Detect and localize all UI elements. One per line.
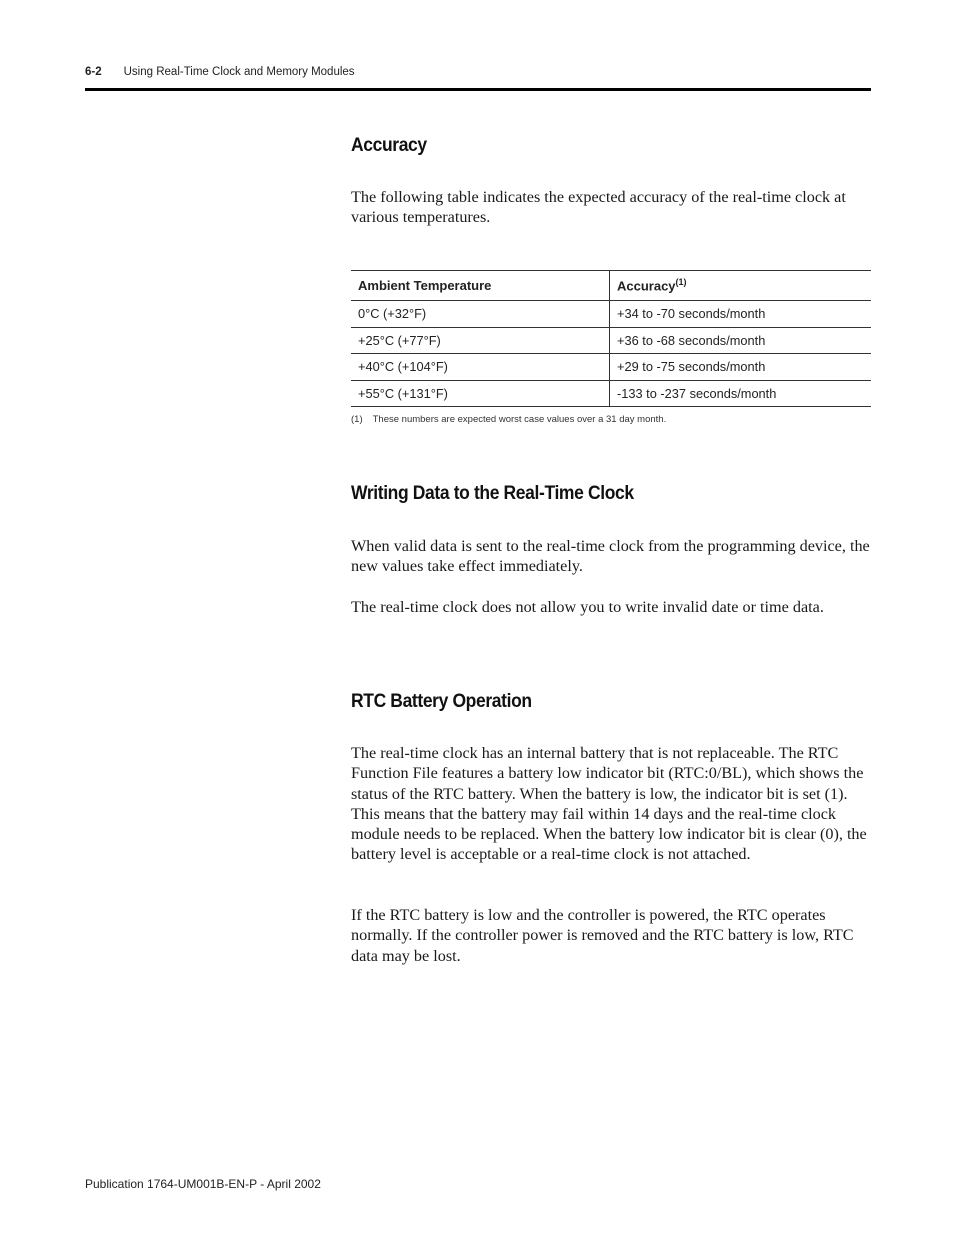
footnote-number: (1) [351,414,363,425]
table-footnote [351,414,666,425]
header-accuracy [610,271,872,301]
writing-paragraph-2: The real-time clock does not allow you to write invalid date or time data. [351,598,824,616]
temperature-cell: +40°C (+104°F) [351,354,610,381]
table-row [351,354,871,381]
battery-paragraph-1: The real-time clock has an internal battery that is not replaceable. The RTC Function File features a battery low indicator bit (RTC:0/BL), which shows the status of the RTC battery. When the battery is low, the indicator bit is set (1). This means that the battery may fail within 14 days and the real-time clock module needs to be replaced. When the battery low indicator bit is clear (0), the battery level is acceptable or a real-time clock is not attached. [351,744,867,864]
publication-footer: Publication 1764-UM001B-EN-P - April 2002 [85,1177,321,1191]
accuracy-intro-block [351,187,871,228]
accuracy-cell: +34 to -70 seconds/month [610,301,872,328]
accuracy-section [351,135,871,157]
accuracy-cell: +36 to -68 seconds/month [610,327,872,354]
table-header-row [351,271,871,301]
writing-section [351,483,871,505]
footnote-text: These numbers are expected worst case values over a 31 day month. [372,414,667,425]
accuracy-cell: -133 to -237 seconds/month [610,380,872,407]
accuracy-intro: The following table indicates the expected accuracy of the real-time clock at various temperatures. [351,188,846,227]
table-row [351,380,871,407]
writing-p2-block [351,597,871,617]
battery-paragraph-2: If the RTC battery is low and the controller is powered, the RTC operates normally. If the controller power is removed and the RTC battery is low, RTC data may be lost. [351,906,854,965]
writing-paragraph-1: When valid data is sent to the real-time clock from the programming device, the new values take effect immediately. [351,537,870,576]
writing-p1-block [351,536,871,577]
accuracy-table [351,270,871,407]
battery-p1-block [351,743,871,865]
chapter-title: Using Real-Time Clock and Memory Modules [123,66,355,78]
header-accuracy-label: Accuracy [617,278,676,294]
battery-p2-block [351,905,871,966]
page-number: 6-2 [85,66,102,78]
battery-heading: RTC Battery Operation [351,691,532,712]
temperature-cell: +25°C (+77°F) [351,327,610,354]
accuracy-heading: Accuracy [351,135,427,156]
header-accuracy-footnote-ref: (1) [675,277,687,288]
accuracy-cell: +29 to -75 seconds/month [610,354,872,381]
header-ambient-temperature: Ambient Temperature [351,271,610,301]
table-row [351,301,871,328]
battery-section [351,691,871,713]
table-row [351,327,871,354]
writing-heading: Writing Data to the Real-Time Clock [351,483,634,504]
temperature-cell: 0°C (+32°F) [351,301,610,328]
page-header [85,66,871,78]
header-rule [85,88,871,91]
temperature-cell: +55°C (+131°F) [351,380,610,407]
